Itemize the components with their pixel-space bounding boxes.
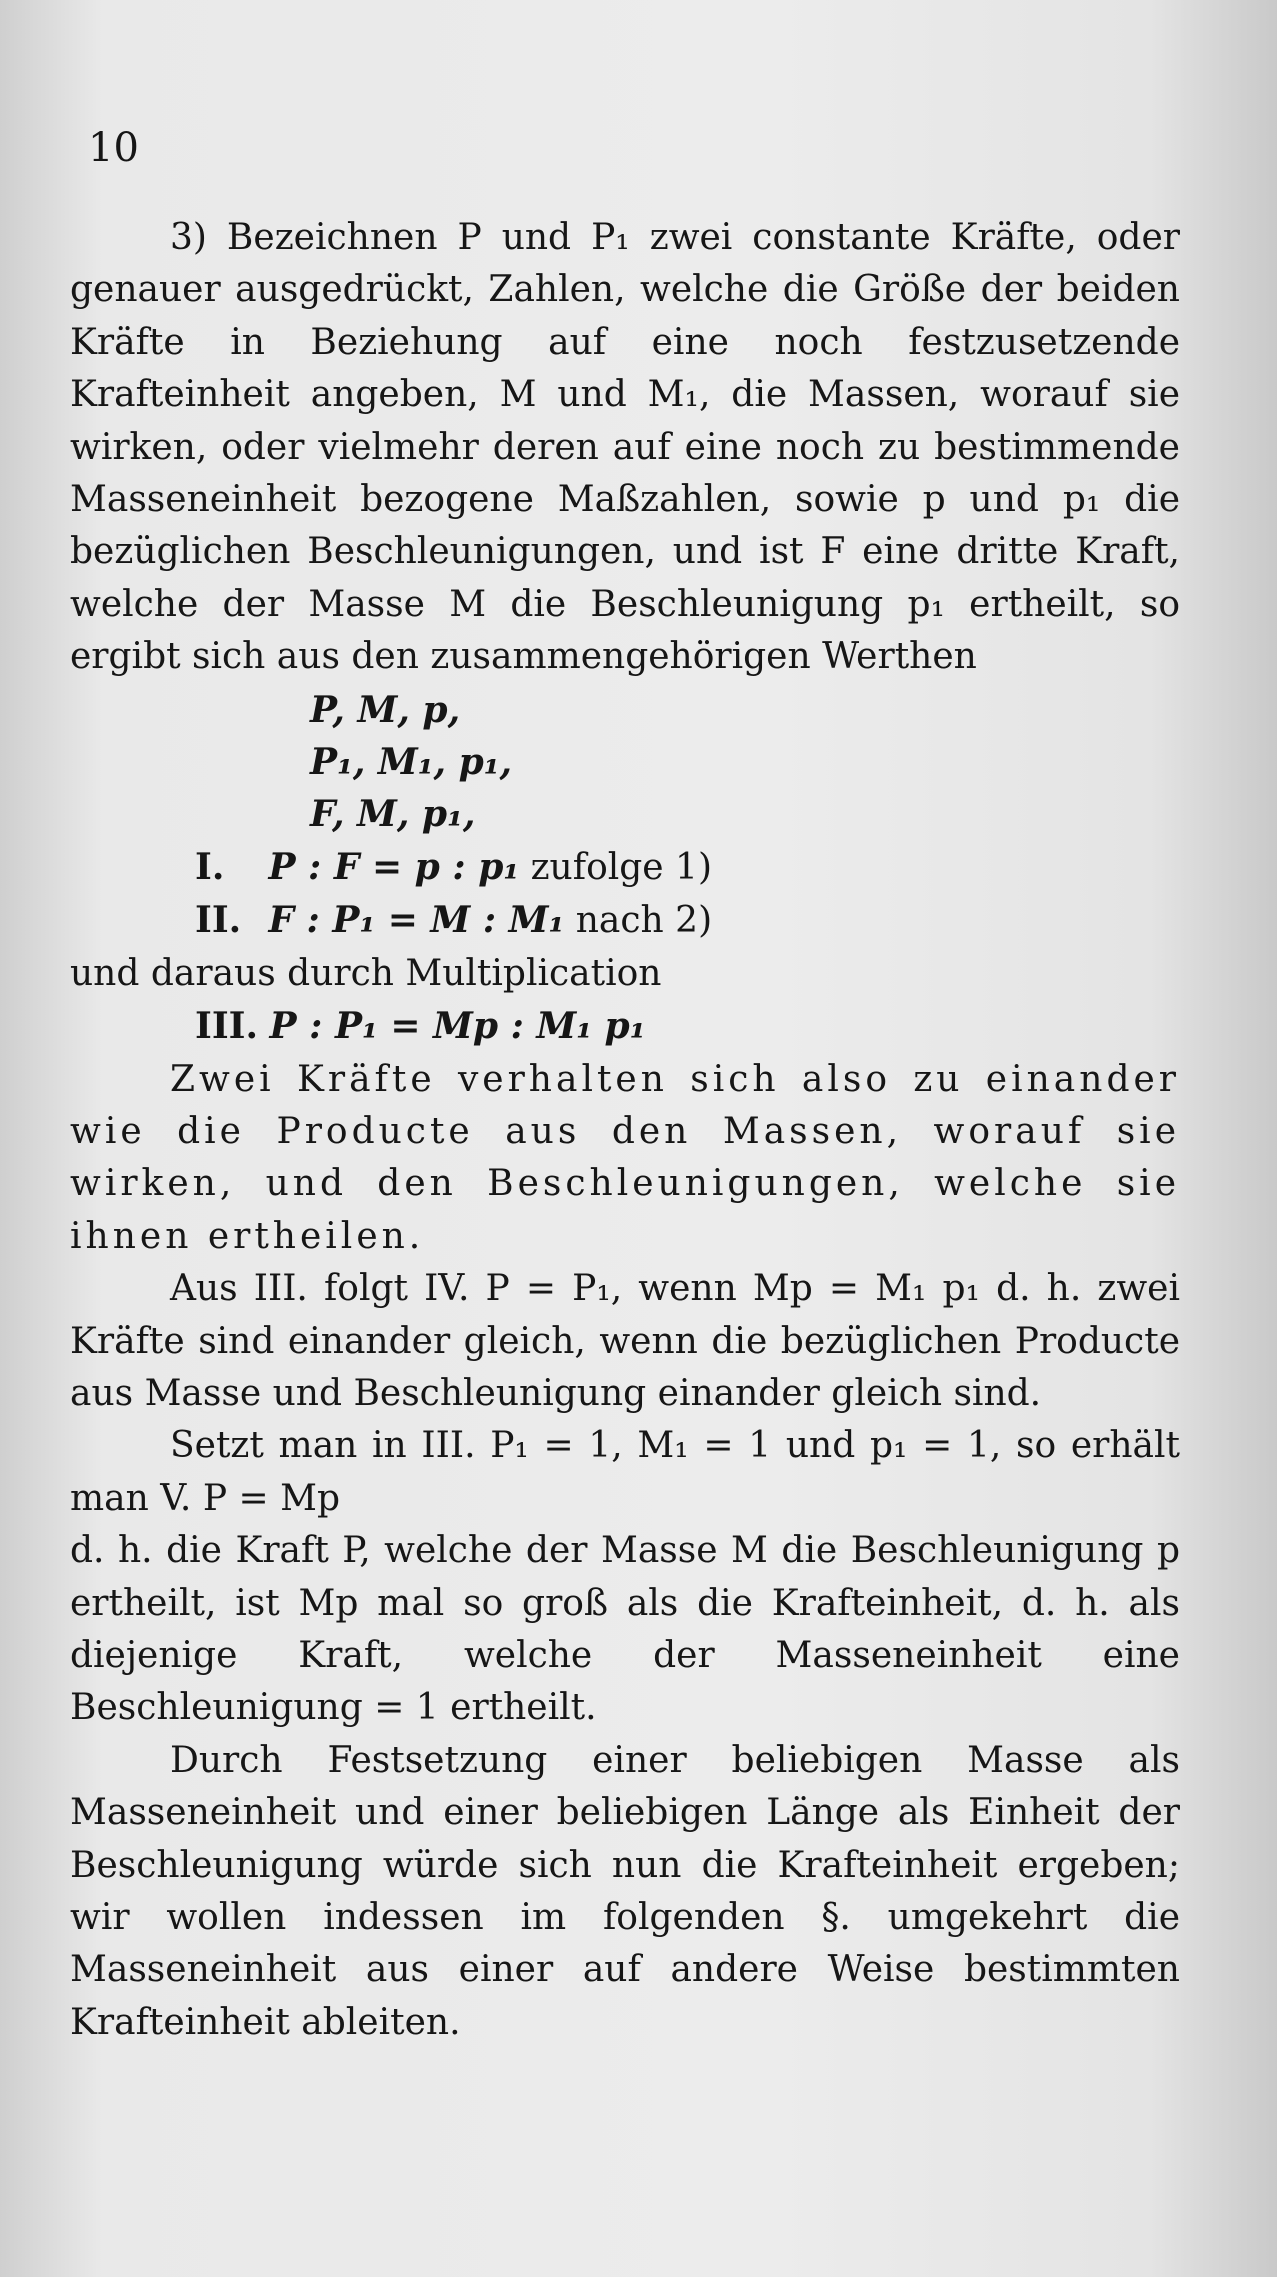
- equation-formula: F : P₁ = M : M₁: [268, 899, 565, 942]
- page-number: 10: [88, 125, 139, 171]
- value-rows: [310, 684, 1180, 841]
- paragraph-setting-units: Setzt man in III. P₁ = 1, M₁ = 1 und p₁ = 1, so erhält man V. P = Mp: [70, 1425, 1180, 1519]
- equation-note: zufolge 1): [530, 846, 712, 888]
- value-row-1: P, M, p,: [310, 688, 461, 731]
- paragraph-multiplication: und daraus durch Multiplication: [70, 952, 662, 994]
- equation-number: I.: [195, 845, 225, 888]
- value-row-2: P₁, M₁, p₁,: [310, 741, 513, 784]
- paragraph-definitions: 3) Bezeichnen P und P₁ zwei constante Kräfte, oder genauer ausgedrückt, Zahlen, welche die Größe der beiden Kräfte in Beziehung auf eine noch festzusetzende Krafteinheit angeben, M und M₁, die Massen, worauf sie wirken, oder vielmehr deren auf eine noch zu bestimmende Masseneinheit bezogene Maßzahlen, sowie p und p₁ die bezüglichen Beschleunigungen, und ist F eine dritte Kraft, welche der Masse M die Beschleunigung p₁ ertheilt, so ergibt sich aus den zusammengehörigen Werthen: [70, 217, 1180, 678]
- paragraph-equality: Aus III. folgt IV. P = P₁, wenn Mp = M₁ p₁ d. h. zwei Kräfte sind einander gleich, wenn die bezüglichen Producte aus Masse und Beschleunigung einander gleich sind.: [70, 1268, 1180, 1414]
- paragraph-law: Zwei Kräfte verhalten sich also zu einander wie die Producte aus den Massen, worauf sie wirken, und den Beschleunigungen, welche sie ihnen ertheilen.: [70, 1058, 1180, 1257]
- equation-note: nach 2): [575, 900, 713, 942]
- value-row-3: F, M, p₁,: [310, 793, 476, 836]
- equation-2: [195, 894, 1180, 947]
- equation-number: III.: [195, 1005, 259, 1048]
- page-body: [70, 212, 1180, 2049]
- paragraph-unit-determination: Durch Festsetzung einer beliebigen Masse als Masseneinheit und einer beliebigen Länge als Einheit der Beschleunigung würde sich nun die Krafteinheit ergeben; wir wollen indessen im folgenden §. umgekehrt die Masseneinheit aus einer auf andere Weise bestimmten Krafteinheit ableiten.: [70, 1739, 1180, 2043]
- paragraph-force-definition: d. h. die Kraft P, welche der Masse M die Beschleunigung p ertheilt, ist Mp mal so groß als die Krafteinheit, d. h. als diejenige Kraft, welche der Masseneinheit eine Beschleunigung = 1 ertheilt.: [70, 1530, 1180, 1729]
- equation-formula: P : P₁ = Mp : M₁ p₁: [269, 1005, 646, 1048]
- equation-number: II.: [195, 899, 242, 942]
- equation-formula: P : F = p : p₁: [268, 845, 520, 888]
- equation-3: [195, 1000, 1180, 1053]
- equation-1: [195, 841, 1180, 894]
